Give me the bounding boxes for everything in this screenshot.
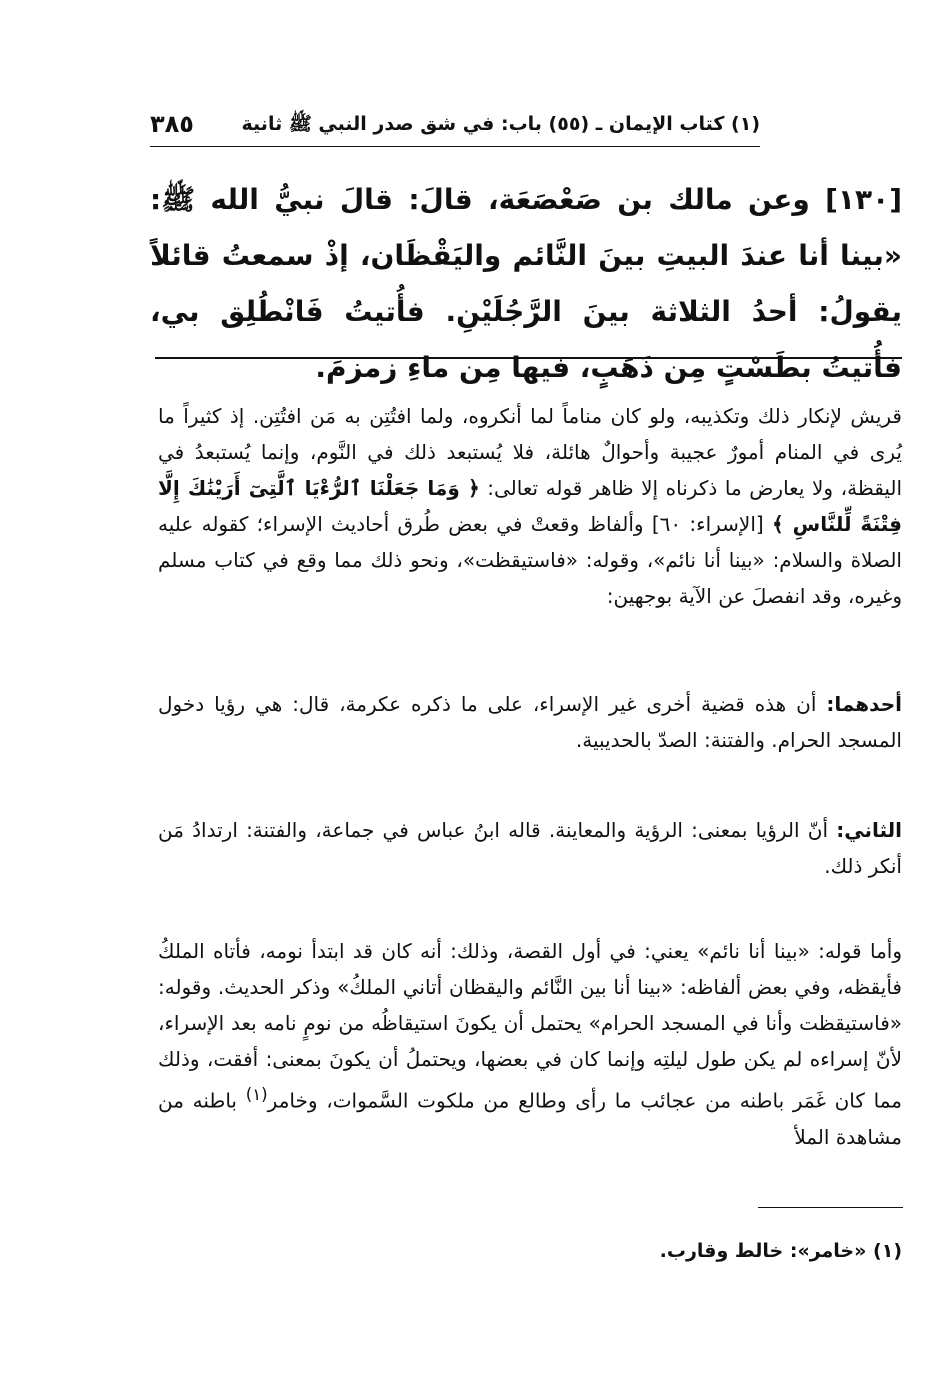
footnote-marker: (١) bbox=[245, 1085, 268, 1104]
chapter-title: (١) كتاب الإيمان ـ (٥٥) باب: في شق صدر النبي ﷺ ثانية bbox=[241, 113, 760, 135]
commentary-paragraph-2 bbox=[158, 686, 902, 758]
commentary-text: قريش لإنكار ذلك وتكذيبه، ولو كان مناماً لما أنكروه، ولما افتُتِن به مَن افتُتِن. إذ كثيراً ما يُرى في المنام أمورٌ عجيبة وأحوالٌ هائلة، فلا يُستبعد ذلك في النَّوم، وإنما يُستبعدُ في اليقظة، ولا يعارض ما ذكرناه إلا ظاهر قوله تعالى: bbox=[158, 404, 902, 500]
commentary-text: باطنه من مشاهدة الملأ bbox=[158, 1088, 902, 1149]
commentary-paragraph-3 bbox=[158, 812, 902, 884]
paragraph-lead: الثاني: bbox=[836, 818, 903, 842]
commentary-text: أن هذه قضية أخرى غير الإسراء، على ما ذكره عكرمة، قال: هي رؤيا دخول المسجد الحرام. والفتنة: الصدّ بالحديبية. bbox=[158, 692, 902, 752]
footnote: (١) «خامر»: خالط وقارب. bbox=[659, 1240, 902, 1262]
header-divider bbox=[150, 146, 760, 147]
footnote-divider bbox=[758, 1207, 903, 1208]
running-header bbox=[150, 106, 760, 146]
commentary-paragraph-4 bbox=[158, 933, 902, 1155]
commentary-text: أنّ الرؤيا بمعنى: الرؤية والمعاينة. قاله ابنُ عباس في جماعة، والفتنة: ارتدادُ مَن أنكر ذلك. bbox=[158, 818, 902, 878]
quran-verse: ﴿ وَمَا جَعَلْنَا ٱلرُّءْيَا ٱلَّتِىٓ أَرَيْنَٰكَ إِلَّا فِتْنَةً لِّلنَّاسِ ﴾ bbox=[158, 476, 902, 536]
hadith-text: [١٣٠] وعن مالك بن صَعْصَعَة، قالَ: قالَ نبيُّ الله ﷺ: «بينا أنا عندَ البيتِ بينَ النَّائم واليَقْظَان، إذْ سمعتُ قائلاً يقولُ: أحدُ الثلاثة بينَ الرَّجُلَيْنِ. فأُتيتُ فَانْطُلِق بي، فأُتيتُ بطَسْتٍ مِن ذَهَبٍ، فيها مِن ماءِ زمزمَ. bbox=[150, 183, 902, 384]
page-number: ٣٨٥ bbox=[150, 110, 194, 138]
commentary-paragraph-1 bbox=[158, 398, 902, 614]
hadith-divider bbox=[155, 357, 902, 359]
commentary-text: [الإسراء: ٦٠] وألفاظ وقعتْ في بعض طُرق أحاديث الإسراء؛ كقوله عليه الصلاة والسلام: «بينا أنا نائم»، وقوله: «فاستيقظت»، ونحو ذلك مما وقع في كتاب مسلم وغيره، وقد انفصلَ عن الآية بوجهين: bbox=[158, 512, 902, 608]
paragraph-lead: أحدهما: bbox=[826, 692, 902, 716]
commentary-text: وأما قوله: «بينا أنا نائم» يعني: في أول القصة، وذلك: أنه كان قد ابتدأ نومه، فأتاه الملكُ فأيقظه، وفي بعض ألفاظه: «بينا أنا بين النَّائم واليقظان أتاني الملكُ» وذكر الحديث. وقوله: «فاستيقظت وأنا في المسجد الحرام» يحتمل أن يكونَ استيقاظُه من نومٍ نامه بعد الإسراء، لأنّ إسراءه لم يكن طول ليلتِه وإنما كان في بعضها، ويحتملُ أن يكونَ بمعنى: أفقت، وذلك مما كان غَمَر باطنه من عجائب ما رأى وطالع من ملكوت السَّموات، وخامر bbox=[158, 939, 903, 1113]
